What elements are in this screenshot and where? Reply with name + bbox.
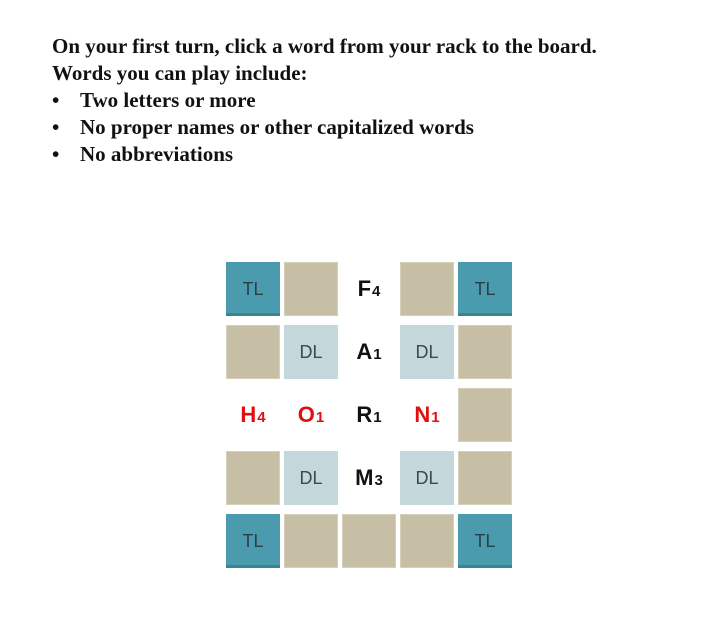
letter-glyph: A1 [356,339,382,364]
triple-letter-square[interactable] [226,514,280,568]
double-letter-square[interactable] [400,325,454,379]
bullet-icon: • [52,142,60,166]
bullet-icon: • [52,115,60,139]
rule-text: Two letters or more [80,88,256,112]
letter-tile-a[interactable] [342,325,396,379]
rules-list [52,87,712,168]
instruction-line-first-turn: On your first turn, click a word from your rack to the board. [52,34,597,58]
letter-glyph: R1 [356,402,382,427]
letter-tile-n[interactable] [400,388,454,442]
letter-glyph: F4 [357,276,381,301]
letter-glyph: H4 [240,402,266,427]
rule-item [52,141,712,168]
instruction-line-words-allowed: Words you can play include: [52,61,308,85]
board-square[interactable] [458,388,512,442]
board-square[interactable] [400,262,454,316]
board-square[interactable] [342,514,396,568]
rule-text: No abbreviations [80,142,234,166]
double-letter-square[interactable] [284,451,338,505]
letter-tile-h[interactable] [226,388,280,442]
triple-letter-square[interactable] [458,262,512,316]
square-label: TL [242,530,264,551]
game-board [226,262,513,568]
board-square[interactable] [226,325,280,379]
square-label: DL [299,341,323,362]
letter-tile-f[interactable] [342,262,396,316]
square-label: TL [242,278,264,299]
board-square[interactable] [284,262,338,316]
board-square[interactable] [226,451,280,505]
square-label: TL [474,278,496,299]
double-letter-square[interactable] [284,325,338,379]
letter-tile-r[interactable] [342,388,396,442]
double-letter-square[interactable] [400,451,454,505]
board-square[interactable] [458,451,512,505]
letter-glyph: O1 [297,402,325,427]
square-label: DL [415,467,439,488]
letter-glyph: N1 [414,402,440,427]
triple-letter-square[interactable] [226,262,280,316]
bullet-icon: • [52,88,60,112]
rule-item [52,114,712,141]
square-label: DL [299,467,323,488]
board-square[interactable] [458,325,512,379]
letter-tile-o[interactable] [284,388,338,442]
board-square[interactable] [284,514,338,568]
board-square[interactable] [400,514,454,568]
triple-letter-square[interactable] [458,514,512,568]
rule-item [52,87,712,114]
rule-text: No proper names or other capitalized words [80,115,474,139]
letter-glyph: M3 [355,465,383,490]
square-label: DL [415,341,439,362]
square-label: TL [474,530,496,551]
letter-tile-m[interactable] [342,451,396,505]
instructions [52,33,712,168]
